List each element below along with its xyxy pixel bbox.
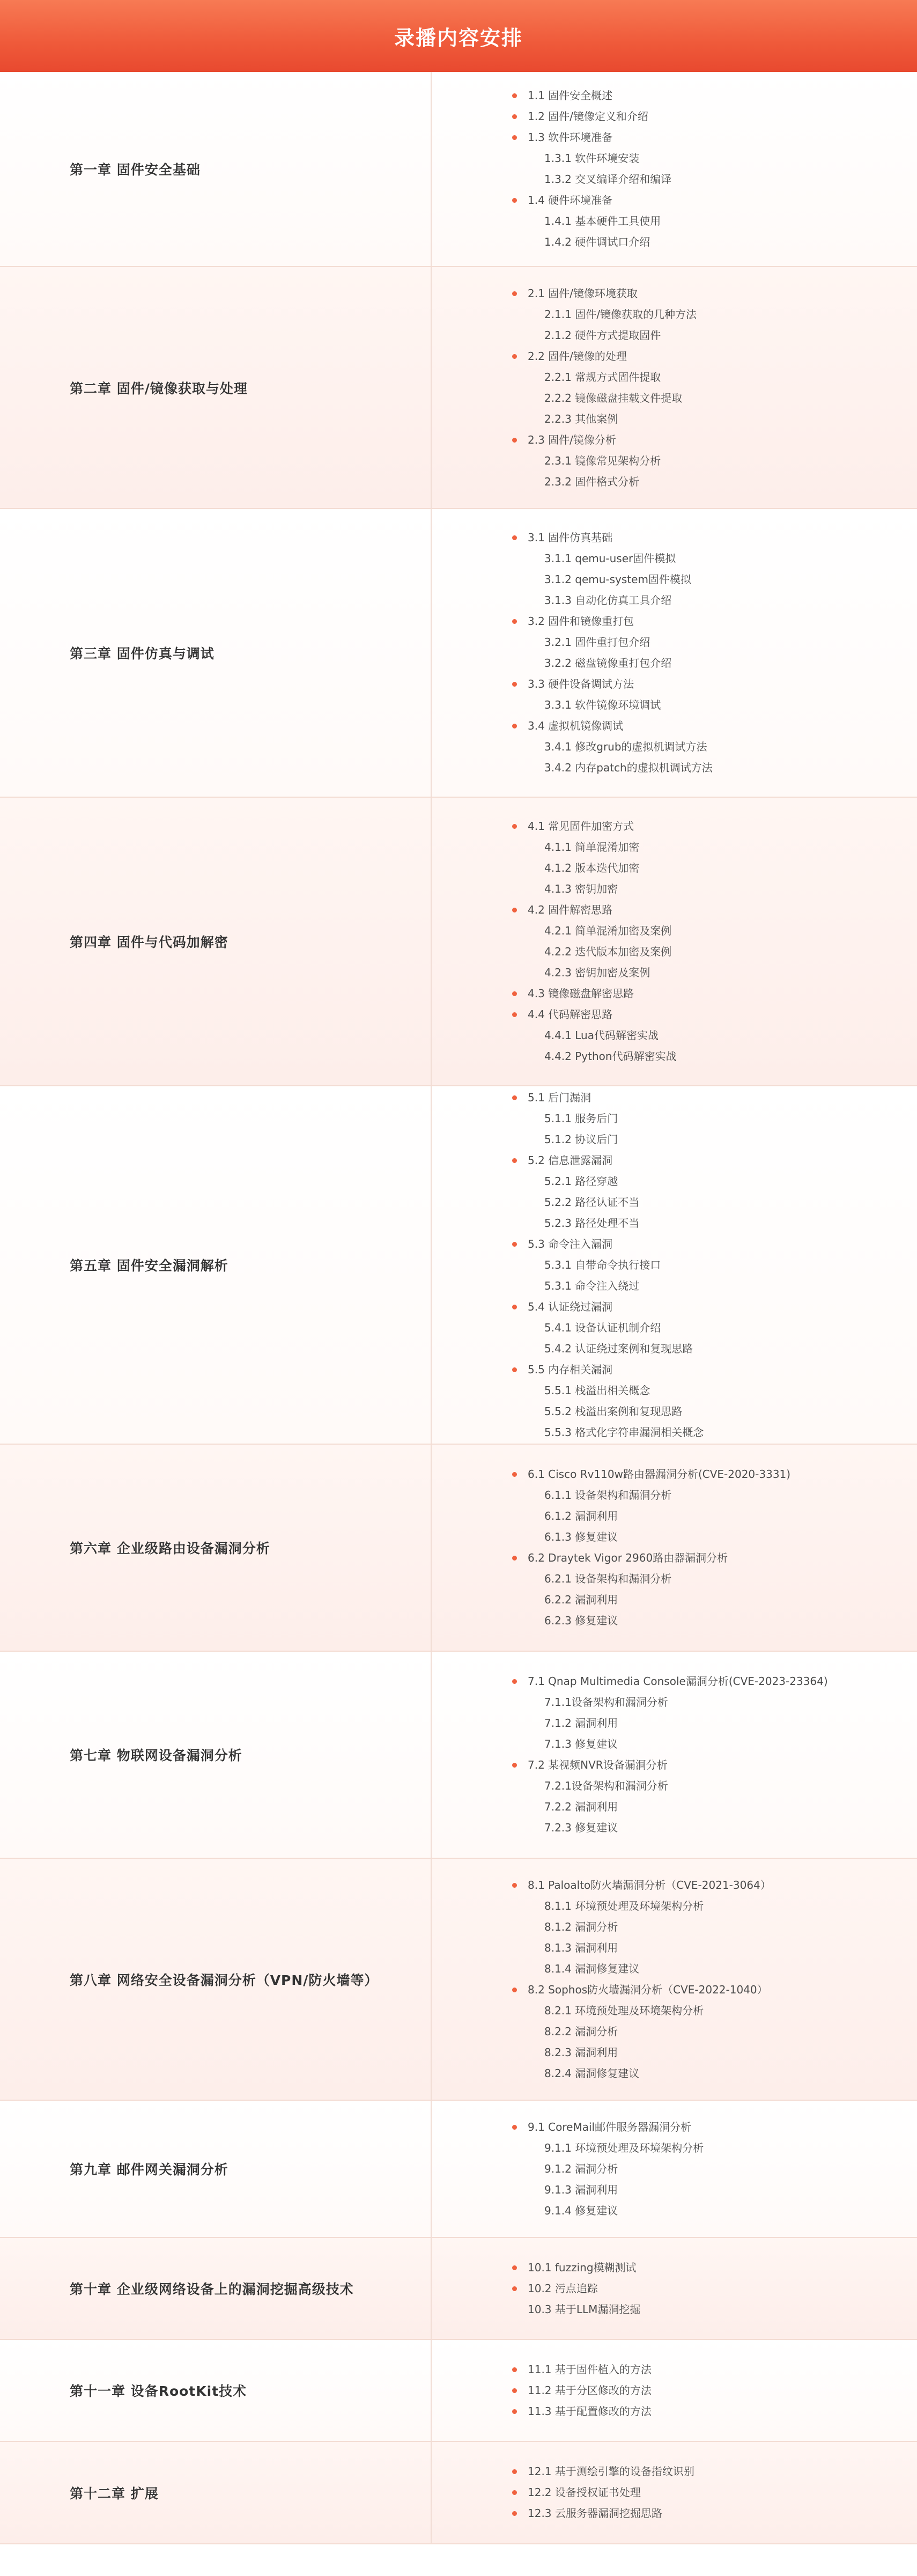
outline-text: 3.2 固件和镜像重打包	[528, 615, 634, 628]
outline-section	[512, 1979, 917, 2000]
outline-section	[512, 1671, 917, 1692]
outline-text: 2.1.1 固件/镜像获取的几种方法	[544, 307, 697, 321]
outline-text: 1.2 固件/镜像定义和介绍	[528, 110, 648, 123]
outline-subsection	[512, 1401, 917, 1422]
outline-subsection	[512, 2159, 917, 2180]
outline-subsection	[512, 1776, 917, 1797]
outline-text: 6.1.3 修复建议	[544, 1530, 618, 1543]
outline-text: 2.2.1 常规方式固件提取	[544, 370, 661, 384]
outline-subsection	[512, 2200, 917, 2221]
outline-subsection	[512, 695, 917, 716]
outline-subsection	[512, 1959, 917, 1979]
outline-text: 7.2 某视频NVR设备漏洞分析	[528, 1758, 668, 1771]
outline-text: 12.1 基于测绘引擎的设备指纹识别	[528, 2465, 694, 2478]
outline-text: 3.1 固件仿真基础	[528, 531, 613, 544]
chapter-title: 第七章 物联网设备漏洞分析	[70, 1748, 242, 1763]
outline-section	[512, 1755, 917, 1776]
outline-subsection	[512, 1797, 917, 1817]
outline-subsection	[512, 962, 917, 983]
bullet-dot-icon	[512, 619, 517, 624]
outline-section	[512, 2503, 917, 2524]
outline-section	[512, 1464, 917, 1485]
outline-subsection	[512, 1896, 917, 1917]
outline-section	[512, 1004, 917, 1025]
outline-section	[512, 716, 917, 737]
bullet-dot-icon	[512, 1158, 517, 1163]
outline-text: 2.2.2 镜像磁盘挂载文件提取	[544, 391, 683, 404]
chapter-title: 第六章 企业级路由设备漏洞分析	[70, 1541, 270, 1556]
outline-text: 5.4 认证绕过漏洞	[528, 1300, 613, 1313]
outline-text: 8.2.4 漏洞修复建议	[544, 2066, 640, 2080]
outline-subsection	[512, 1485, 917, 1506]
outline-subsection	[512, 1692, 917, 1713]
outline-text: 4.1 常见固件加密方式	[528, 820, 634, 833]
bullet-dot-icon	[512, 991, 517, 996]
outline-text: 4.1.3 密钥加密	[544, 882, 618, 895]
chapter-row	[0, 2340, 917, 2442]
outline-text: 8.2.2 漏洞分析	[544, 2025, 618, 2038]
outline-text: 1.1 固件安全概述	[528, 89, 613, 102]
chapter-title: 第一章 固件安全基础	[70, 162, 201, 178]
chapter-title-cell	[0, 509, 432, 797]
outline-subsection	[512, 1380, 917, 1401]
bullet-dot-icon	[512, 2125, 517, 2130]
outline-text: 5.4.2 认证绕过案例和复现思路	[544, 1342, 693, 1355]
outline-section	[512, 106, 917, 127]
outline-section	[512, 127, 917, 148]
outline-section	[512, 85, 917, 106]
outline-subsection	[512, 858, 917, 879]
outline-section	[512, 2401, 917, 2422]
chapter-outline	[432, 72, 917, 266]
outline-subsection	[512, 367, 917, 388]
bullet-dot-icon	[512, 1988, 517, 1992]
bullet-dot-icon	[512, 824, 517, 829]
bullet-dot-icon	[512, 2469, 517, 2474]
outline-text: 5.5.1 栈溢出相关概念	[544, 1383, 650, 1397]
chapter-row	[0, 2101, 917, 2238]
outline-subsection	[512, 1422, 917, 1443]
chapter-outline	[432, 2101, 917, 2237]
outline-subsection	[512, 472, 917, 492]
outline-text: 5.3 命令注入漏洞	[528, 1237, 613, 1250]
outline-text: 2.1 固件/镜像环境获取	[528, 286, 638, 300]
outline-text: 5.5 内存相关漏洞	[528, 1363, 613, 1376]
chapter-row	[0, 1445, 917, 1652]
bullet-dot-icon	[512, 1556, 517, 1561]
outline-text: 5.2.2 路径认证不当	[544, 1195, 640, 1209]
outline-subsection	[512, 232, 917, 253]
outline-text: 8.1 Paloalto防火墙漏洞分析（CVE-2021-3064）	[528, 1878, 771, 1891]
outline-subsection	[512, 388, 917, 409]
outline-text: 10.1 fuzzing模糊测试	[528, 2261, 637, 2274]
outline-text: 1.3.2 交叉编译介绍和编译	[544, 173, 672, 186]
outline-text: 8.1.1 环境预处理及环境架构分析	[544, 1899, 704, 1912]
outline-text: 11.2 基于分区修改的方法	[528, 2383, 652, 2397]
outline-section	[512, 1875, 917, 1896]
outline-text: 4.4.1 Lua代码解密实战	[544, 1029, 659, 1042]
outline-subsection	[512, 1213, 917, 1234]
outline-text: 4.4.2 Python代码解密实战	[544, 1050, 677, 1063]
outline-section	[512, 2299, 917, 2320]
outline-subsection	[512, 1276, 917, 1297]
outline-section	[512, 611, 917, 632]
outline-subsection	[512, 1171, 917, 1192]
outline-subsection	[512, 632, 917, 653]
outline-text: 5.3.1 自带命令执行接口	[544, 1258, 661, 1271]
chapter-title: 第十二章 扩展	[70, 2485, 159, 2501]
outline-subsection	[512, 2021, 917, 2042]
outline-subsection	[512, 1108, 917, 1129]
chapter-title: 第八章 网络安全设备漏洞分析（VPN/防火墙等）	[70, 1972, 379, 1988]
outline-section	[512, 2482, 917, 2503]
outline-text: 3.1.3 自动化仿真工具介绍	[544, 594, 672, 607]
outline-text: 4.1.2 版本迭代加密	[544, 862, 640, 874]
outline-subsection	[512, 2000, 917, 2021]
chapter-title: 第四章 固件与代码加解密	[70, 934, 228, 950]
outline-subsection	[512, 304, 917, 325]
bullet-dot-icon	[512, 682, 517, 687]
chapter-title-cell	[0, 2101, 432, 2237]
bullet-dot-icon	[512, 1242, 517, 1247]
outline-text: 2.1.2 硬件方式提取固件	[544, 328, 661, 342]
outline-text: 7.1.3 修复建议	[544, 1738, 618, 1750]
bullet-dot-icon	[512, 1883, 517, 1888]
outline-text: 3.4 虚拟机镜像调试	[528, 719, 624, 732]
bullet-dot-icon	[512, 2409, 517, 2414]
chapter-outline	[432, 267, 917, 508]
outline-section	[512, 2117, 917, 2138]
outline-subsection	[512, 590, 917, 611]
outline-section	[512, 1548, 917, 1569]
chapter-row	[0, 509, 917, 798]
outline-subsection	[512, 941, 917, 962]
outline-text: 1.4.1 基本硬件工具使用	[544, 215, 661, 227]
chapter-row	[0, 1652, 917, 1859]
chapter-outline	[432, 1859, 917, 2100]
outline-text: 9.1.2 漏洞分析	[544, 2162, 618, 2175]
bullet-dot-icon	[512, 198, 517, 203]
outline-subsection	[512, 451, 917, 472]
chapter-title-cell	[0, 2442, 432, 2543]
outline-text: 11.1 基于固件植入的方法	[528, 2362, 652, 2376]
outline-text: 5.4.1 设备认证机制介绍	[544, 1321, 661, 1334]
outline-text: 8.1.3 漏洞利用	[544, 1941, 618, 1954]
outline-text: 8.2.1 环境预处理及环境架构分析	[544, 2004, 704, 2017]
outline-subsection	[512, 2180, 917, 2200]
outline-text: 5.3.1 命令注入绕过	[544, 1279, 640, 1292]
outline-text: 4.3 镜像磁盘解密思路	[528, 987, 634, 1000]
bullet-dot-icon	[512, 114, 517, 119]
chapter-title: 第十章 企业级网络设备上的漏洞挖掘高级技术	[70, 2281, 354, 2297]
outline-text: 2.3.1 镜像常见架构分析	[544, 454, 661, 467]
outline-section	[512, 983, 917, 1004]
outline-section	[512, 527, 917, 548]
bullet-dot-icon	[512, 93, 517, 98]
outline-text: 6.2.1 设备架构和漏洞分析	[544, 1572, 672, 1585]
chapter-title-cell	[0, 798, 432, 1085]
outline-text: 2.3.2 固件格式分析	[544, 475, 640, 488]
outline-text: 12.3 云服务器漏洞挖掘思路	[528, 2507, 662, 2520]
outline-subsection	[512, 879, 917, 900]
outline-text: 4.1.1 简单混淆加密	[544, 841, 640, 853]
outline-section	[512, 283, 917, 304]
bullet-dot-icon	[512, 2286, 517, 2291]
chapter-row	[0, 72, 917, 267]
bullet-dot-icon	[512, 438, 517, 443]
outline-text: 11.3 基于配置修改的方法	[528, 2404, 652, 2418]
outline-text: 6.2 Draytek Vigor 2960路由器漏洞分析	[528, 1551, 728, 1564]
outline-text: 4.4 代码解密思路	[528, 1008, 613, 1021]
chapter-title: 第五章 固件安全漏洞解析	[70, 1258, 228, 1274]
outline-text: 5.2 信息泄露漏洞	[528, 1153, 613, 1167]
outline-text: 4.2 固件解密思路	[528, 903, 613, 916]
chapter-outline	[432, 1652, 917, 1858]
outline-section	[512, 674, 917, 695]
outline-section	[512, 2257, 917, 2278]
outline-subsection	[512, 757, 917, 778]
outline-section	[512, 430, 917, 451]
outline-text: 8.1.2 漏洞分析	[544, 1920, 618, 1933]
outline-text: 2.2 固件/镜像的处理	[528, 349, 627, 363]
outline-subsection	[512, 409, 917, 430]
outline-text: 9.1.1 环境预处理及环境架构分析	[544, 2141, 704, 2154]
outline-text: 7.1.1设备架构和漏洞分析	[544, 1696, 668, 1709]
outline-text: 6.1.2 漏洞利用	[544, 1510, 618, 1522]
outline-subsection	[512, 737, 917, 757]
outline-subsection	[512, 1713, 917, 1734]
outline-subsection	[512, 1734, 917, 1755]
outline-subsection	[512, 1338, 917, 1359]
outline-text: 3.2.1 固件重打包介绍	[544, 636, 650, 649]
outline-text: 7.1.2 漏洞利用	[544, 1717, 618, 1729]
chapter-title-cell	[0, 1445, 432, 1651]
chapter-title: 第十一章 设备RootKit技术	[70, 2383, 247, 2399]
chapter-title: 第二章 固件/镜像获取与处理	[70, 380, 248, 396]
outline-subsection	[512, 1527, 917, 1548]
outline-text: 10.2 污点追踪	[528, 2281, 598, 2295]
chapter-outline	[432, 1445, 917, 1651]
bullet-dot-icon	[512, 2388, 517, 2393]
outline-subsection	[512, 148, 917, 169]
outline-text: 5.5.3 格式化字符串漏洞相关概念	[544, 1425, 704, 1439]
chapter-title-cell	[0, 2238, 432, 2339]
chapter-title: 第三章 固件仿真与调试	[70, 646, 215, 661]
outline-text: 7.1 Qnap Multimedia Console漏洞分析(CVE-2023-23364)	[528, 1675, 828, 1688]
bullet-dot-icon	[512, 2265, 517, 2270]
outline-text: 4.2.1 简单混淆加密及案例	[544, 924, 672, 937]
outline-text: 12.2 设备授权证书处理	[528, 2486, 641, 2499]
chapter-outline	[432, 2238, 917, 2339]
chapter-outline	[432, 509, 917, 797]
outline-text: 5.2.1 路径穿越	[544, 1174, 618, 1188]
outline-subsection	[512, 169, 917, 190]
outline-section	[512, 2278, 917, 2299]
outline-subsection	[512, 1589, 917, 1610]
bullet-dot-icon	[512, 291, 517, 296]
bullet-dot-icon	[512, 1472, 517, 1477]
chapter-outline	[432, 2442, 917, 2543]
outline-text: 9.1.3 漏洞利用	[544, 2183, 618, 2196]
bullet-dot-icon	[512, 2490, 517, 2495]
outline-section	[512, 190, 917, 211]
chapter-row	[0, 1086, 917, 1445]
chapter-row	[0, 2442, 917, 2544]
chapter-outline	[432, 2340, 917, 2441]
outline-text: 3.3 硬件设备调试方法	[528, 678, 634, 690]
bullet-dot-icon	[512, 1305, 517, 1309]
outline-text: 3.3.1 软件镜像环境调试	[544, 698, 661, 711]
outline-text: 7.2.3 修复建议	[544, 1821, 618, 1834]
outline-text: 2.3 固件/镜像分析	[528, 433, 616, 446]
outline-text: 4.2.3 密钥加密及案例	[544, 966, 650, 979]
outline-text: 3.4.2 内存patch的虚拟机调试方法	[544, 761, 713, 774]
outline-subsection	[512, 837, 917, 858]
outline-text: 5.2.3 路径处理不当	[544, 1216, 640, 1230]
outline-section	[512, 1087, 917, 1108]
outline-text: 5.1 后门漏洞	[528, 1091, 591, 1104]
outline-subsection	[512, 1025, 917, 1046]
outline-subsection	[512, 1917, 917, 1938]
outline-subsection	[512, 1255, 917, 1276]
outline-text: 9.1.4 修复建议	[544, 2204, 618, 2217]
outline-section	[512, 900, 917, 921]
outline-subsection	[512, 2063, 917, 2084]
chapter-title: 第九章 邮件网关漏洞分析	[70, 2162, 228, 2177]
outline-section	[512, 1297, 917, 1318]
outline-text: 5.5.2 栈溢出案例和复现思路	[544, 1404, 683, 1418]
bullet-dot-icon	[512, 2511, 517, 2516]
chapter-row	[0, 1859, 917, 2101]
outline-subsection	[512, 325, 917, 346]
bullet-dot-icon	[512, 1367, 517, 1372]
chapter-outline	[432, 798, 917, 1085]
outline-subsection	[512, 1318, 917, 1338]
outline-text: 3.1.2 qemu-system固件模拟	[544, 573, 691, 586]
bullet-dot-icon	[512, 724, 517, 728]
outline-subsection	[512, 2042, 917, 2063]
bullet-dot-icon	[512, 354, 517, 359]
outline-subsection	[512, 1817, 917, 1838]
bullet-dot-icon	[512, 535, 517, 540]
outline-section	[512, 1234, 917, 1255]
outline-text: 10.3 基于LLM漏洞挖掘	[528, 2302, 641, 2316]
chapter-title-cell	[0, 267, 432, 508]
chapter-row	[0, 798, 917, 1086]
page-header	[0, 0, 917, 72]
bullet-dot-icon	[512, 1763, 517, 1768]
bullet-dot-icon	[512, 2367, 517, 2372]
chapter-table	[0, 72, 917, 2544]
outline-text: 1.3 软件环境准备	[528, 131, 613, 144]
chapter-row	[0, 267, 917, 509]
outline-text: 5.1.2 协议后门	[544, 1132, 618, 1146]
outline-subsection	[512, 1046, 917, 1067]
outline-text: 6.2.2 漏洞利用	[544, 1593, 618, 1606]
outline-text: 8.1.4 漏洞修复建议	[544, 1962, 640, 1975]
outline-subsection	[512, 1192, 917, 1213]
outline-subsection	[512, 1610, 917, 1631]
outline-subsection	[512, 653, 917, 674]
outline-text: 7.2.1设备架构和漏洞分析	[544, 1779, 668, 1792]
outline-section	[512, 2380, 917, 2401]
outline-subsection	[512, 1569, 917, 1589]
outline-subsection	[512, 1506, 917, 1527]
chapter-title-cell	[0, 1859, 432, 2100]
outline-text: 1.4.2 硬件调试口介绍	[544, 235, 650, 248]
chapter-title-cell	[0, 72, 432, 266]
bullet-dot-icon	[512, 908, 517, 912]
bullet-dot-icon	[512, 1679, 517, 1684]
outline-subsection	[512, 921, 917, 941]
page-title: 录播内容安排	[394, 26, 523, 50]
bullet-dot-icon	[512, 1095, 517, 1100]
outline-text: 3.2.2 磁盘镜像重打包介绍	[544, 657, 672, 669]
chapter-title-cell	[0, 1652, 432, 1858]
outline-section	[512, 346, 917, 367]
outline-subsection	[512, 1129, 917, 1150]
outline-text: 3.1.1 qemu-user固件模拟	[544, 552, 676, 565]
outline-text: 2.2.3 其他案例	[544, 412, 618, 425]
chapter-title-cell	[0, 1086, 432, 1444]
bullet-dot-icon	[512, 1012, 517, 1017]
outline-text: 1.4 硬件环境准备	[528, 194, 613, 207]
outline-text: 1.3.1 软件环境安装	[544, 152, 640, 165]
outline-text: 6.1.1 设备架构和漏洞分析	[544, 1489, 672, 1502]
outline-text: 3.4.1 修改grub的虚拟机调试方法	[544, 740, 707, 753]
outline-section	[512, 2359, 917, 2380]
outline-section	[512, 2461, 917, 2482]
outline-text: 6.1 Cisco Rv110w路由器漏洞分析(CVE-2020-3331)	[528, 1468, 791, 1481]
outline-section	[512, 1359, 917, 1380]
chapter-row	[0, 2238, 917, 2340]
outline-subsection	[512, 1938, 917, 1959]
outline-subsection	[512, 211, 917, 232]
outline-text: 7.2.2 漏洞利用	[544, 1800, 618, 1813]
outline-text: 4.2.2 迭代版本加密及案例	[544, 945, 672, 958]
outline-text: 9.1 CoreMail邮件服务器漏洞分析	[528, 2120, 692, 2133]
outline-subsection	[512, 2138, 917, 2159]
outline-subsection	[512, 548, 917, 569]
bullet-dot-icon	[512, 135, 517, 140]
outline-subsection	[512, 569, 917, 590]
outline-text: 8.2.3 漏洞利用	[544, 2045, 618, 2059]
outline-section	[512, 1150, 917, 1171]
outline-section	[512, 816, 917, 837]
chapter-title-cell	[0, 2340, 432, 2441]
outline-text: 5.1.1 服务后门	[544, 1112, 618, 1125]
chapter-outline	[432, 1086, 917, 1444]
outline-text: 6.2.3 修复建议	[544, 1614, 618, 1627]
outline-text: 8.2 Sophos防火墙漏洞分析（CVE-2022-1040）	[528, 1983, 768, 1996]
